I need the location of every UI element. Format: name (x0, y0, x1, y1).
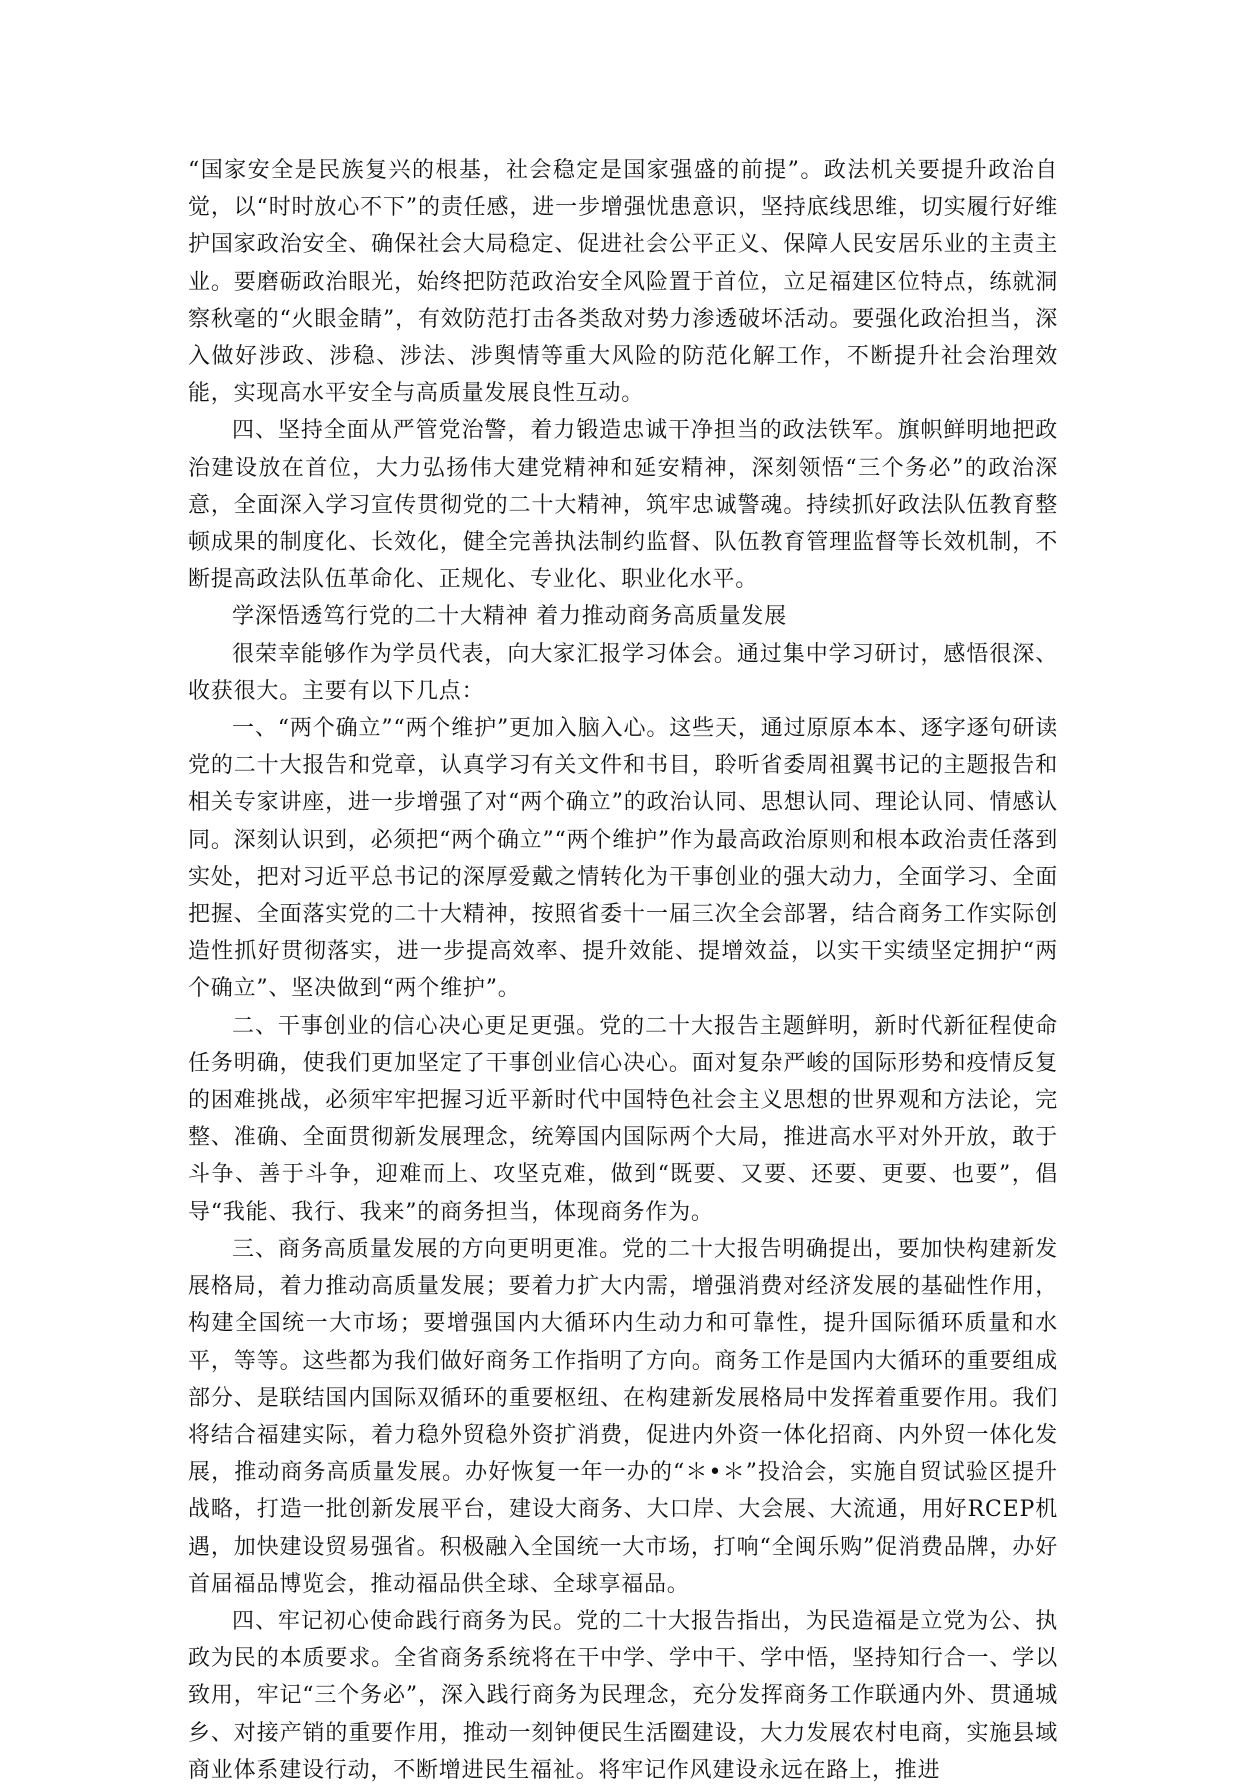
document-body (188, 152, 1058, 1789)
paragraph-point-two: 二、干事创业的信心决心更足更强。党的二十大报告主题鲜明，新时代新征程使命任务明确，使我们更加坚定了干事创业信心决心。面对复杂严峻的国际形势和疫情反复的困难挑战，必须牢牢把握习近平新时代中国特色社会主义思想的世界观和方法论，完整、准确、全面贯彻新发展理念，统筹国内国际两个大局，推进高水平对外开放，敢于斗争、善于斗争，迎难而上、攻坚克难，做到“既要、又要、还要、更要、也要”，倡导“我能、我行、我来”的商务担当，体现商务作为。 (188, 1013, 1058, 1225)
paragraph-point-four: 四、牢记初心使命践行商务为民。党的二十大报告指出，为民造福是立党为公、执政为民的本质要求。全省商务系统将在干中学、学中干、学中悟，坚持知行合一、学以致用，牢记“三个务必”，深入践行商务为民理念，充分发挥商务工作联通内外、贯通城乡、对接产销的重要作用，推动一刻钟便民生活圈建设，大力发展农村电商，实施县域商业体系建设行动，不断增进民生福祉。将牢记作风建设永远在路上，推进 (188, 1608, 1058, 1783)
paragraph-national-security: “国家安全是民族复兴的根基，社会稳定是国家强盛的前提”。政法机关要提升政治自觉，以“时时放心不下”的责任感，进一步增强忧患意识，坚持底线思维，切实履行好维护国家政治安全、确保社会大局稳定、促进社会公平正义、保障人民安居乐业的主责主业。要磨砺政治眼光，始终把防范政治安全风险置于首位，立足福建区位特点，练就洞察秋毫的“火眼金睛”，有效防范打击各类敌对势力渗透破坏活动。要强化政治担当，深入做好涉政、涉稳、涉法、涉舆情等重大风险的防范化解工作，不断提升社会治理效能，实现高水平安全与高质量发展良性互动。 (188, 158, 1058, 407)
section-heading: 学深悟透笃行党的二十大精神 着力推动商务高质量发展 (232, 604, 787, 630)
paragraph-point-one: 一、“两个确立”“两个维护”更加入脑入心。这些天，通过原原本本、逐字逐句研读党的二十大报告和党章，认真学习有关文件和书目，聆听省委周祖翼书记的主题报告和相关专家讲座，进一步增强了对“两个确立”的政治认同、思想认同、理论认同、情感认同。深刻认识到，必须把“两个确立”“两个维护”作为最高政治原则和根本政治责任落到实处，把对习近平总书记的深厚爱戴之情转化为干事创业的强大动力，全面学习、全面把握、全面落实党的二十大精神，按照省委十一届三次全会部署，结合商务工作实际创造性抓好贯彻落实，进一步提高效率、提升效能、提增效益，以实干实绩坚定拥护“两个确立”、坚决做到“两个维护”。 (188, 716, 1058, 1002)
paragraph-party-discipline: 四、坚持全面从严管党治警，着力锻造忠诚干净担当的政法铁军。旗帜鲜明地把政治建设放在首位，大力弘扬伟大建党精神和延安精神，深刻领悟“三个务必”的政治深意，全面深入学习宣传贯彻党的二十大精神，筑牢忠诚警魂。持续抓好政法队伍教育整顿成果的制度化、长效化，健全完善执法制约监督、队伍教育管理监督等长效机制，不断提高政法队伍革命化、正规化、专业化、职业化水平。 (188, 418, 1058, 593)
paragraph-point-three: 三、商务高质量发展的方向更明更准。党的二十大报告明确提出，要加快构建新发展格局，着力推动高质量发展；要着力扩大内需，增强消费对经济发展的基础性作用，构建全国统一大市场；要增强国内大循环内生动力和可靠性，提升国际循环质量和水平，等等。这些都为我们做好商务工作指明了方向。商务工作是国内大循环的重要组成部分、是联结国内国际双循环的重要枢纽、在构建新发展格局中发挥着重要作用。我们将结合福建实际，着力稳外贸稳外资扩消费，促进内外资一体化招商、内外贸一体化发展，推动商务高质量发展。办好恢复一年一办的“＊•＊”投洽会，实施自贸试验区提升战略，打造一批创新发展平台，建设大商务、大口岸、大会展、大流通，用好RCEP机遇，加快建设贸易强省。积极融入全国统一大市场，打响“全闽乐购”促消费品牌，办好首届福品博览会，推动福品供全球、全球享福品。 (188, 1236, 1058, 1597)
paragraph-intro: 很荣幸能够作为学员代表，向大家汇报学习体会。通过集中学习研讨，感悟很深、收获很大。主要有以下几点： (188, 641, 1058, 704)
